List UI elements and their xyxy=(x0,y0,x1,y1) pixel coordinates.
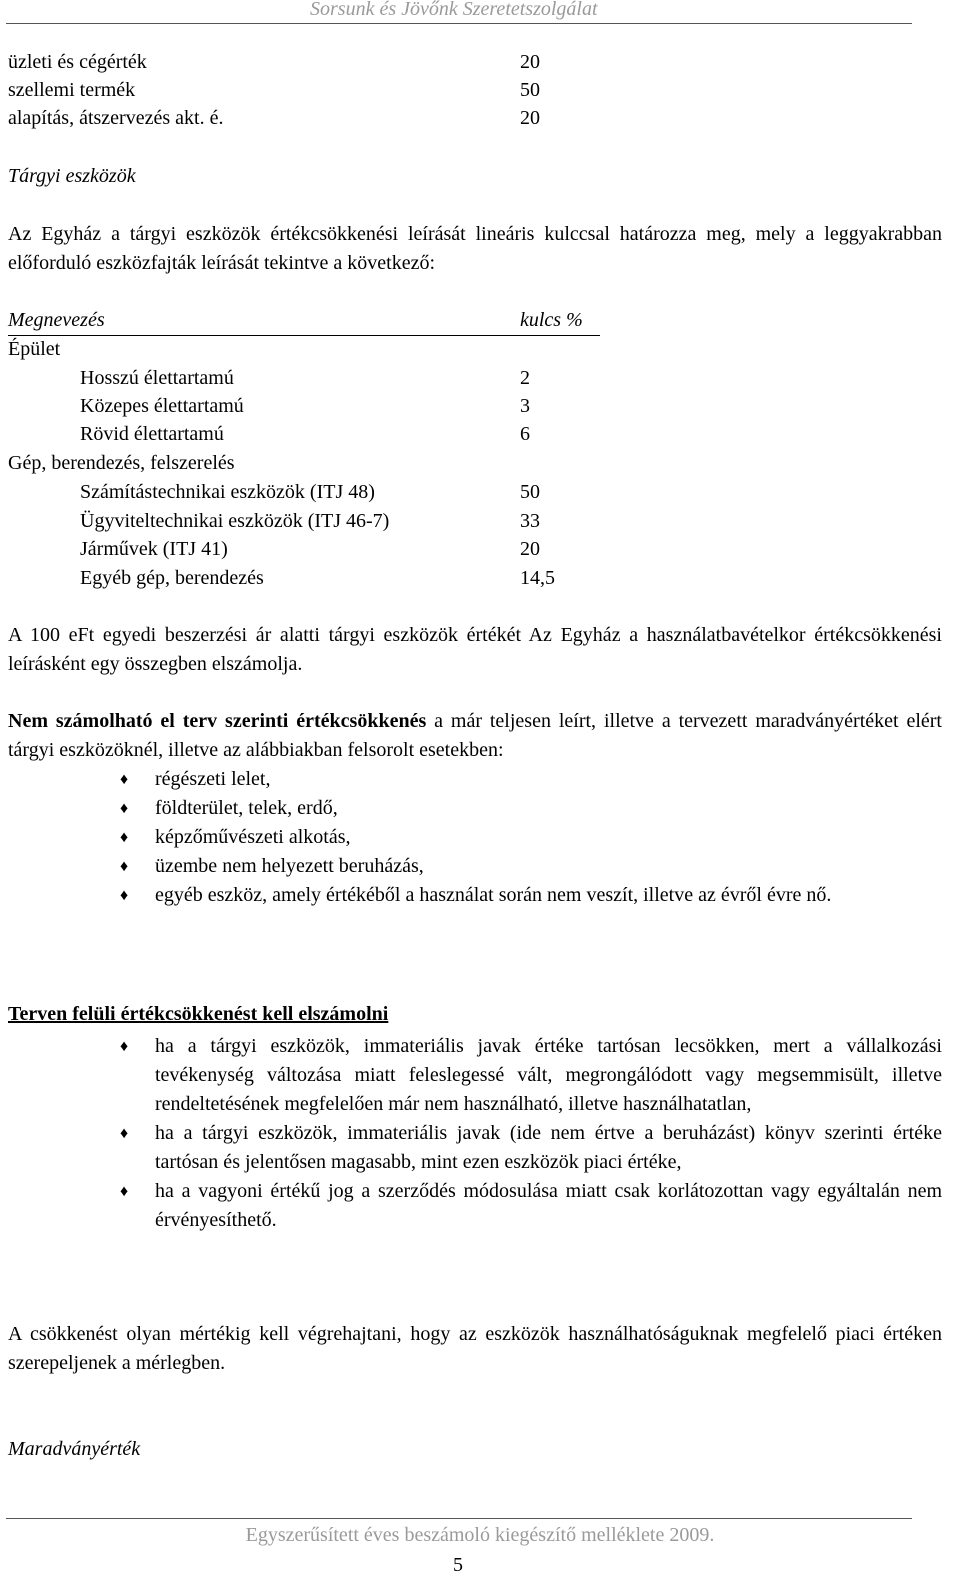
list-item: ♦ egyéb eszköz, amely értékéből a használat során nem veszít, illetve az évről évre nő. xyxy=(0,881,960,910)
list-item: ♦ ha a vagyoni értékű jog a szerződés módosulása miatt csak korlátozottan vagy egyáltalán nem érvényesíthető. xyxy=(0,1177,960,1235)
paragraph-100eft: A 100 eFt egyedi beszerzési ár alatti tárgyi eszközök értékét Az Egyház a használatbavételkor értékcsökkenési leírásként egy összegben elszámolja. xyxy=(8,624,942,675)
section-title-maradvany: Maradványérték xyxy=(8,1438,141,1460)
diamond-bullet-icon: ♦ xyxy=(120,1183,129,1200)
heading-terven-feluli: Terven felüli értékcsökkenést kell elszámolni xyxy=(8,1003,389,1025)
paragraph-nem-szamolhato xyxy=(8,707,942,765)
bold-phrase: Nem számolható el terv szerinti értékcsökkenés xyxy=(8,710,427,732)
diamond-bullet-icon: ♦ xyxy=(120,1038,129,1055)
page-number: 5 xyxy=(453,1554,463,1576)
table-row xyxy=(0,392,960,421)
row-label: Hosszú élettartamú xyxy=(80,367,234,389)
row-label: Rövid élettartamú xyxy=(80,423,224,445)
table-row xyxy=(0,564,960,593)
diamond-bullet-icon: ♦ xyxy=(120,887,129,904)
item-value: 20 xyxy=(520,51,540,73)
item-label: alapítás, átszervezés akt. é. xyxy=(8,107,224,129)
paragraph-rest: a már teljesen leírt, illetve a tervezett maradványértéket elért tárgyi eszközöknél, illetve az alábbiakban felsorolt esetekben: xyxy=(8,710,942,761)
diamond-bullet-icon: ♦ xyxy=(120,1125,129,1142)
intro-paragraph: Az Egyház a tárgyi eszközök értékcsökkenési leírását lineáris kulccsal határozza meg, mely a leggyakrabban előforduló eszközfajták leírását tekintve a következő: xyxy=(8,223,942,274)
list-item: ♦ ha a tárgyi eszközök, immateriális javak (ide nem értve a beruházást) könyv szerinti értéke tartósan és jelentősen magasabb, mint ezen eszközök piaci értéke, xyxy=(0,1119,960,1177)
diamond-bullet-icon: ♦ xyxy=(120,771,129,788)
item-label: üzleti és cégérték xyxy=(8,51,147,73)
row-label: Egyéb gép, berendezés xyxy=(80,567,264,589)
row-label: Járművek (ITJ 41) xyxy=(80,538,228,560)
row-value: 14,5 xyxy=(520,567,555,589)
header-title: Sorsunk és Jövőnk Szeretetszolgálat xyxy=(310,0,598,20)
row-value: 50 xyxy=(520,481,540,503)
exclusion-list xyxy=(0,765,960,910)
diamond-bullet-icon: ♦ xyxy=(120,858,129,875)
table-header xyxy=(8,306,600,336)
diamond-bullet-icon: ♦ xyxy=(120,829,129,846)
table-group: Gép, berendezés, felszerelés xyxy=(8,452,235,474)
row-label: Ügyviteltechnikai eszközök (ITJ 46-7) xyxy=(80,510,390,532)
list-item: ♦ ha a tárgyi eszközök, immateriális javak értéke tartósan lecsökken, mert a vállalkozási tevékenység változása miatt feleslegessé vált, megrongálódott vagy megsemmisült, illetve rendeltetésének megfelelően már nem használható, illetve használhatatlan, xyxy=(0,1032,960,1119)
diamond-bullet-icon: ♦ xyxy=(120,800,129,817)
row-value: 20 xyxy=(520,538,540,560)
row-value: 6 xyxy=(520,423,530,445)
row-value: 2 xyxy=(520,367,530,389)
row-value: 33 xyxy=(520,510,540,532)
list-item: ♦ régészeti lelet, xyxy=(0,765,960,794)
table-row xyxy=(0,364,960,393)
table-group: Épület xyxy=(8,338,61,360)
paragraph-csokkenes: A csökkenést olyan mértékig kell végrehajtani, hogy az eszközök használhatóságuknak megfelelő piaci értéken szerepeljenek a mérlegben. xyxy=(8,1323,942,1374)
col-header-rate: kulcs % xyxy=(520,309,583,331)
table-row xyxy=(0,507,960,536)
item-value: 20 xyxy=(520,107,540,129)
list-item: ♦ képzőművészeti alkotás, xyxy=(0,823,960,852)
table-row xyxy=(0,478,960,507)
top-item-row xyxy=(0,48,960,77)
table-row xyxy=(0,420,960,449)
item-label: szellemi termék xyxy=(8,79,136,101)
top-item-row xyxy=(0,104,960,133)
item-value: 50 xyxy=(520,79,540,101)
col-header-name: Megnevezés xyxy=(8,309,105,331)
impairment-list xyxy=(0,1032,960,1235)
section-title-targyi: Tárgyi eszközök xyxy=(8,165,136,187)
top-item-row xyxy=(0,76,960,105)
footer-rule xyxy=(6,1518,912,1519)
row-label: Közepes élettartamú xyxy=(80,395,244,417)
list-item: ♦ földterület, telek, erdő, xyxy=(0,794,960,823)
row-label: Számítástechnikai eszközök (ITJ 48) xyxy=(80,481,375,503)
footer-text: Egyszerűsített éves beszámoló kiegészítő melléklete 2009. xyxy=(245,1524,715,1546)
row-value: 3 xyxy=(520,395,530,417)
table-row xyxy=(0,535,960,564)
running-header xyxy=(0,0,960,24)
header-rule xyxy=(6,23,912,24)
list-item: ♦ üzembe nem helyezett beruházás, xyxy=(0,852,960,881)
